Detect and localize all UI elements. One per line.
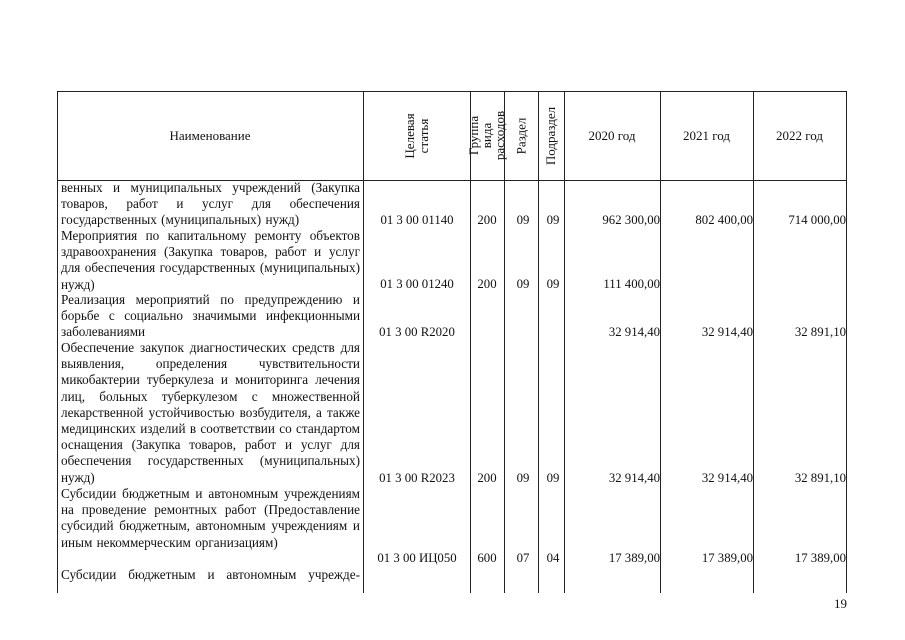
header-2021: 2021 год: [683, 127, 730, 143]
row-code: 01 3 00 ИЦ050: [377, 551, 457, 565]
row-2020: 962 300,00: [602, 213, 660, 227]
row-name: Обеспечение закупок диагностических средств для выявления, определения чувствительности микобактерии туберкулеза и мониторинга лечения лиц, больных туберкулезом с множественной лекарственной устойчивостью возбудителя, а также медицинских изделий в соответствии со стандартом оснащения (Закупка товаров, работ и услуг для обеспечения государственных (муниципальных) нужд): [61, 340, 360, 485]
row-group: 200: [477, 213, 497, 227]
row-section: 07: [516, 551, 530, 565]
row-code: 01 3 00 R2023: [379, 471, 455, 485]
header-2022: 2022 год: [776, 127, 823, 143]
row-group: 200: [477, 277, 497, 291]
row-group: 200: [477, 471, 497, 485]
row-name: Субсидии бюджетным и автономным учрежде-: [61, 567, 360, 582]
header-name: Наименование: [169, 127, 251, 143]
row-code: 01 3 00 R2020: [379, 325, 455, 339]
row-subsection: 09: [546, 471, 560, 485]
row-subsection: 09: [546, 277, 560, 291]
row-2021: 17 389,00: [701, 551, 753, 565]
row-name: Субсидии бюджетным и автономным учреждениям на проведение ремонтных работ (Предоставление субсидий бюджетным, автономным учреждениям и иным некоммерческим организациям): [61, 486, 360, 550]
row-subsection: 09: [546, 213, 560, 227]
row-2021: 32 914,40: [701, 325, 753, 339]
row-code: 01 3 00 01140: [380, 213, 454, 227]
row-2020: 32 914,40: [608, 471, 660, 485]
row-group: 600: [477, 551, 497, 565]
row-code: 01 3 00 01240: [380, 277, 454, 291]
header-group: Группа вида расходов: [466, 110, 508, 161]
budget-table: [57, 91, 846, 593]
row-2021: 32 914,40: [701, 471, 753, 485]
row-2022: 714 000,00: [788, 213, 846, 227]
row-2020: 32 914,40: [608, 325, 660, 339]
header-code: Целевая статья: [401, 112, 431, 159]
row-section: 09: [516, 471, 530, 485]
header-subsection: Подраздел: [543, 106, 559, 165]
row-name: венных и муниципальных учреждений (Закупка товаров, работ и услуг для обеспечения государственных (муниципальных) нужд): [61, 180, 360, 228]
page-number: 19: [834, 596, 847, 611]
header-section: Раздел: [513, 117, 528, 154]
row-2020: 111 400,00: [603, 277, 660, 291]
row-2022: 32 891,10: [794, 471, 846, 485]
row-section: 09: [516, 277, 530, 291]
row-section: 09: [516, 213, 530, 227]
row-2022: 32 891,10: [794, 325, 846, 339]
row-2020: 17 389,00: [608, 551, 660, 565]
row-subsection: 04: [546, 551, 560, 565]
row-2022: 17 389,00: [794, 551, 846, 565]
header-2020: 2020 год: [588, 127, 636, 143]
row-name: Мероприятия по капитальному ремонту объектов здравоохранения (Закупка товаров, работ и услуг для обеспечения государственных (муниципальных) нужд): [61, 228, 360, 292]
row-name: Реализация мероприятий по предупреждению и борьбе с социально значимыми инфекционными заболеваниями: [61, 292, 360, 340]
table-border: [846, 91, 847, 593]
row-2021: 802 400,00: [695, 213, 753, 227]
